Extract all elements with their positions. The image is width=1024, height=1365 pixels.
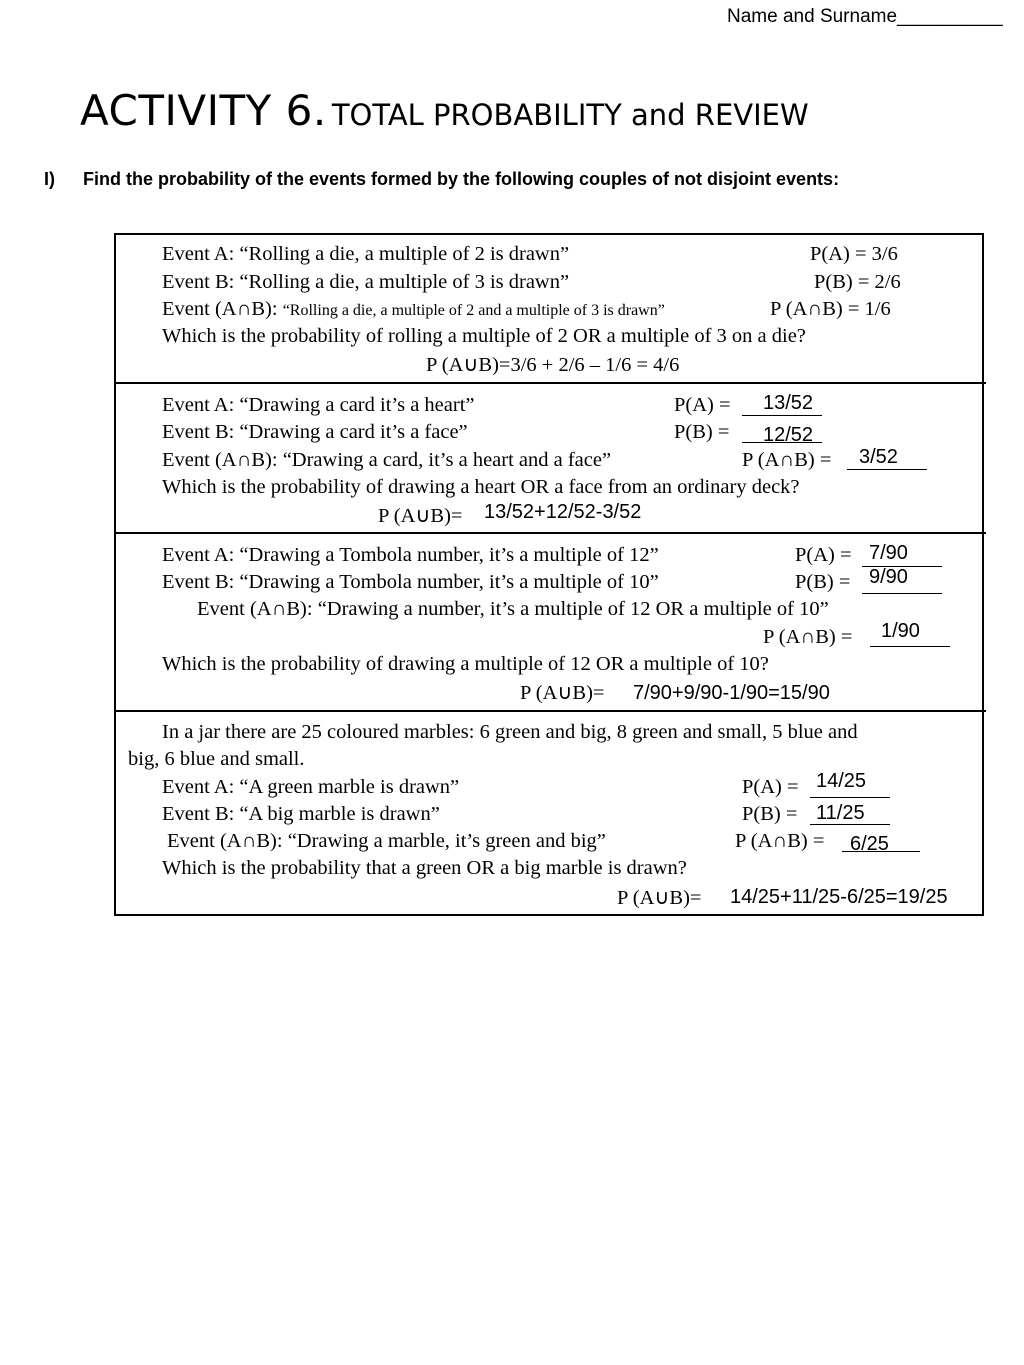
union-label: P (A∪B)=: [617, 887, 702, 909]
p-a: P(A) = 3/6: [810, 243, 898, 265]
union-result: P (A∪B)=3/6 + 2/6 – 1/6 = 4/6: [426, 354, 680, 376]
answer-blank: [870, 645, 950, 647]
event-a: Event A: “Drawing a Tombola number, it’s a multiple of 12”: [162, 544, 659, 566]
p-b-label: P(B) =: [674, 421, 730, 443]
instruction-number: I): [44, 169, 55, 189]
event-a: Event A: “Drawing a card it’s a heart”: [162, 394, 475, 416]
p-a-label: P(A) =: [742, 776, 799, 798]
event-a: Event A: “Rolling a die, a multiple of 2 is drawn”: [162, 243, 570, 265]
section-divider: [114, 382, 986, 384]
p-ab: P (A∩B) = 1/6: [770, 298, 891, 320]
title-main: ACTIVITY 6.: [80, 86, 327, 135]
p-a-answer: 7/90: [869, 542, 908, 564]
event-ab: Event (A∩B): “Drawing a card, it’s a heart and a face”: [162, 449, 612, 471]
p-a-answer: 13/52: [763, 392, 814, 414]
p-b-answer: 9/90: [869, 566, 908, 588]
p-ab-label: P (A∩B) =: [735, 830, 825, 852]
question: Which is the probability of drawing a heart OR a face from an ordinary deck?: [162, 476, 800, 498]
title-sub: TOTAL PROBABILITY and REVIEW: [331, 98, 809, 132]
p-ab-answer: 3/52: [859, 446, 898, 468]
answer-blank: [810, 796, 890, 798]
event-b: Event B: “Drawing a Tombola number, it’s a multiple of 10”: [162, 571, 659, 593]
answer-blank: [862, 592, 942, 594]
question: Which is the probability of drawing a multiple of 12 OR a multiple of 10?: [162, 653, 769, 675]
union-label: P (A∪B)=: [520, 682, 605, 704]
union-answer: 7/90+9/90-1/90=15/90: [633, 682, 830, 704]
page-title: [80, 86, 809, 135]
question: Which is the probability of rolling a multiple of 2 OR a multiple of 3 on a die?: [162, 325, 806, 347]
union-answer: 14/25+11/25-6/25=19/25: [730, 886, 948, 908]
section-divider: [114, 710, 986, 712]
union-answer: 13/52+12/52-3/52: [484, 501, 642, 523]
p-b-label: P(B) =: [742, 803, 798, 825]
event-a: Event A: “A green marble is drawn”: [162, 776, 460, 798]
event-ab-label: Event (A∩B):: [162, 298, 283, 320]
p-ab-answer: 6/25: [850, 833, 889, 855]
p-a-label: P(A) =: [674, 394, 731, 416]
question: Which is the probability that a green OR a big marble is drawn?: [162, 857, 687, 879]
intro-line-2: big, 6 blue and small.: [128, 748, 305, 770]
p-a-label: P(A) =: [795, 544, 852, 566]
event-b: Event B: “A big marble is drawn”: [162, 803, 440, 825]
p-b: P(B) = 2/6: [814, 271, 901, 293]
event-b: Event B: “Rolling a die, a multiple of 3 is drawn”: [162, 271, 570, 293]
instruction-text: Find the probability of the events formed by the following couples of not disjoint events:: [83, 169, 840, 189]
instruction: [44, 169, 839, 190]
section-divider: [114, 532, 986, 534]
p-a-answer: 14/25: [816, 770, 867, 792]
event-b: Event B: “Drawing a card it’s a face”: [162, 421, 468, 443]
union-label: P (A∪B)=: [378, 505, 463, 527]
event-ab: [162, 298, 665, 321]
name-and-surname-field: Name and Surname__________: [727, 6, 1003, 27]
p-ab-label: P (A∩B) =: [763, 626, 853, 648]
intro-line-1: In a jar there are 25 coloured marbles: 6 green and big, 8 green and small, 5 blue and: [162, 721, 858, 743]
event-ab-text: “Rolling a die, a multiple of 2 and a multiple of 3 is drawn”: [282, 302, 665, 319]
p-b-answer: 11/25: [816, 802, 865, 824]
p-ab-answer: 1/90: [881, 620, 920, 642]
p-b-answer: 12/52: [763, 424, 814, 446]
event-ab: Event (A∩B): “Drawing a marble, it’s green and big”: [167, 830, 606, 852]
p-b-label: P(B) =: [795, 571, 851, 593]
p-ab-label: P (A∩B) =: [742, 449, 832, 471]
event-ab: Event (A∩B): “Drawing a number, it’s a multiple of 12 OR a multiple of 10”: [197, 598, 829, 620]
